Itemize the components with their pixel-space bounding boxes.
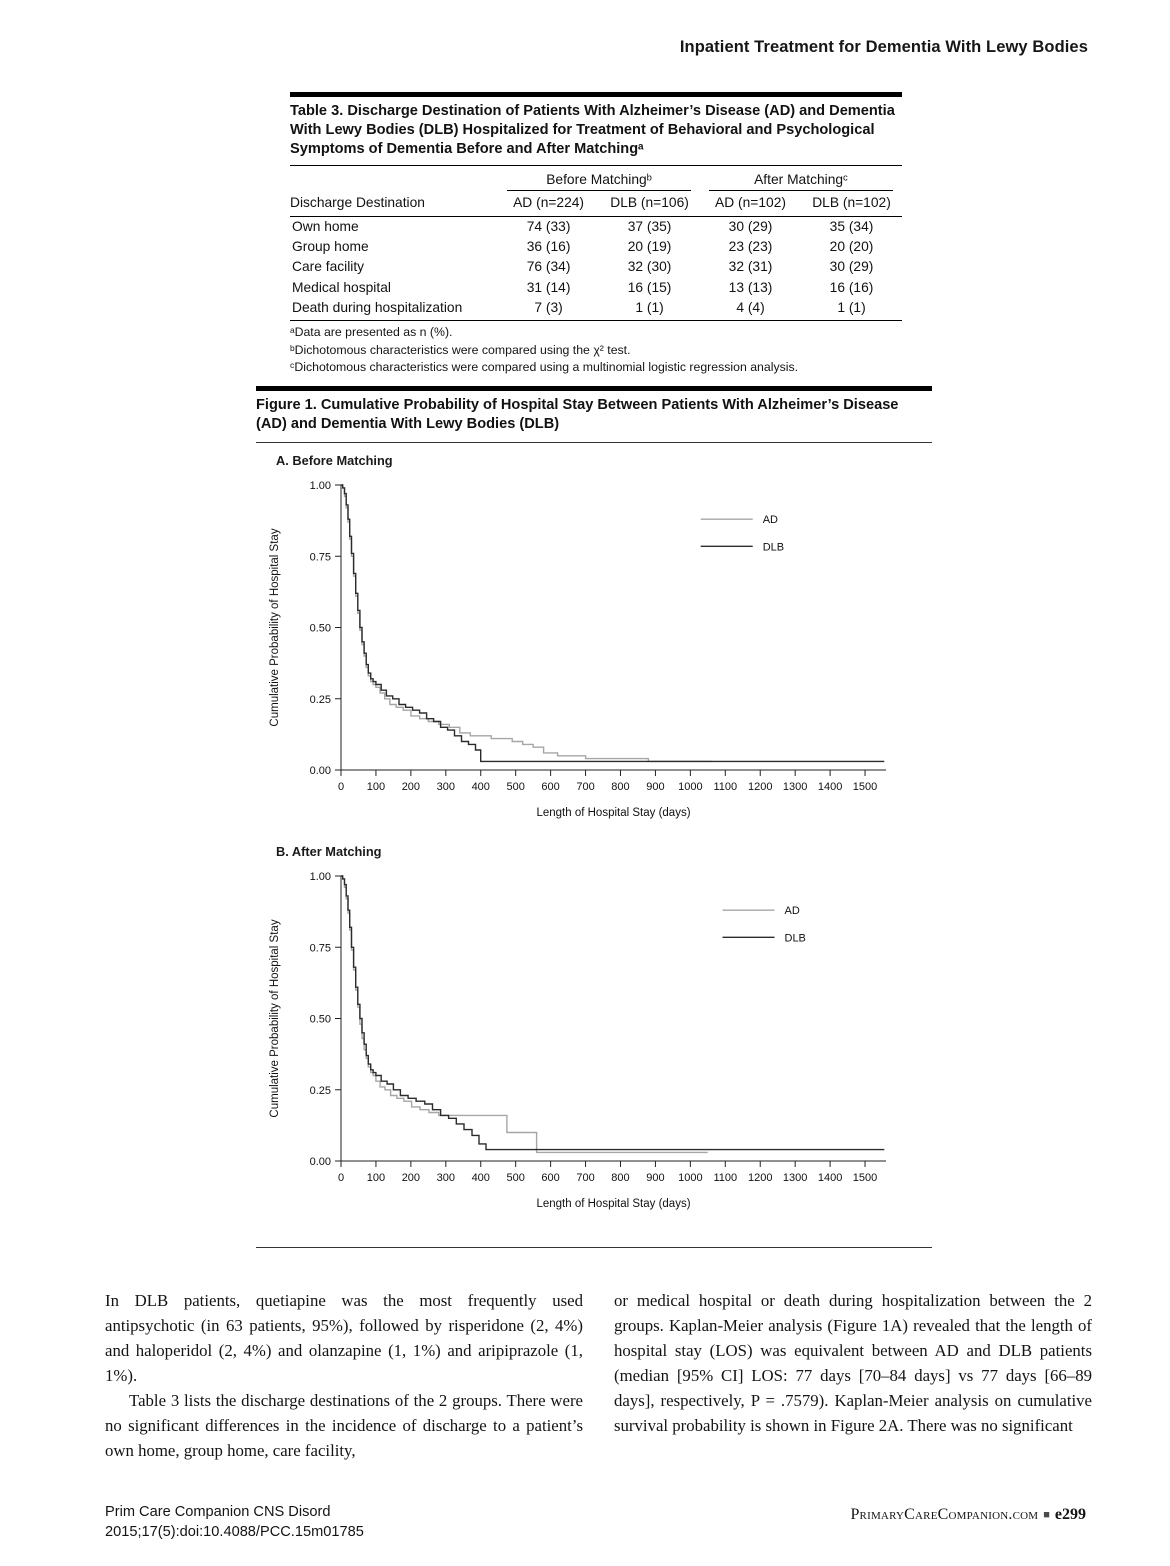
cell: 31 (14) — [526, 279, 571, 295]
group-header-before: Before Matchingᵇ — [498, 168, 700, 192]
x-tick-label: 1100 — [713, 780, 738, 793]
cell: 1 (1) — [801, 298, 902, 321]
footer-right — [850, 1506, 1086, 1524]
footnote-a: ᵃData are presented as n (%). — [290, 325, 453, 340]
col-header-ad-before: AD (n=224) — [498, 192, 599, 216]
cell: 4 (4) — [700, 298, 801, 321]
col-header-dlb-after: DLB (n=102) — [801, 192, 902, 216]
cell: 36 (16) — [526, 238, 571, 254]
table3-title: Table 3. Discharge Destination of Patients With Alzheimer’s Disease (AD) and Dementia With Lewy Bodies (DLB) Hospitalized for Treatment of Behavioral and Psychological Symptoms of Dementia Before and After Matchingᵃ — [290, 97, 902, 166]
x-tick-label: 100 — [366, 1171, 386, 1184]
x-tick-label: 200 — [401, 780, 421, 793]
legend-label-ad: AD — [762, 513, 778, 526]
panel-a-label: A. Before Matching — [276, 452, 393, 468]
table-row — [290, 257, 902, 277]
table3-block — [290, 92, 902, 377]
journal-citation — [105, 1502, 364, 1542]
cell: 30 (29) — [829, 259, 874, 275]
cell: 74 (33) — [526, 218, 571, 234]
cell: 76 (34) — [526, 259, 571, 275]
km-chart-after-matching — [256, 861, 916, 1221]
footnote-c: ᶜDichotomous characteristics were compared using a multinomial logistic regression analysis. — [290, 360, 799, 375]
cell: 37 (35) — [627, 218, 672, 234]
cell: 1 (1) — [599, 298, 700, 321]
paragraph: Table 3 lists the discharge destinations of the 2 groups. There were no significant differences in the incidence of discharge to a patient’s own home, group home, care facility, — [105, 1391, 583, 1460]
x-tick-label: 400 — [471, 1171, 490, 1184]
cell: 20 (20) — [829, 238, 874, 254]
y-axis-title: Cumulative Probability of Hospital Stay — [269, 918, 281, 1118]
x-tick-label: 1000 — [678, 780, 703, 793]
x-tick-label: 0 — [337, 1171, 345, 1184]
x-tick-label: 0 — [337, 780, 345, 793]
group-header-row — [290, 168, 902, 192]
x-tick-label: 1300 — [782, 1171, 808, 1184]
journal-name: Prim Care Companion CNS Disord — [105, 1504, 331, 1520]
group-header-spacer — [290, 168, 498, 192]
y-tick-label: 0.25 — [309, 1084, 331, 1097]
cell: 13 (13) — [728, 279, 773, 295]
series-line-dlb — [341, 876, 884, 1150]
x-tick-label: 500 — [506, 1171, 525, 1184]
x-tick-label: 1300 — [782, 780, 808, 793]
x-tick-label: 900 — [646, 780, 665, 793]
row-label: Medical hospital — [292, 279, 391, 295]
row-label: Care facility — [292, 259, 365, 275]
col-header-destination: Discharge Destination — [290, 192, 498, 216]
x-tick-label: 1500 — [852, 1171, 878, 1184]
running-head: Inpatient Treatment for Dementia With Lewy Bodies — [679, 38, 1088, 56]
x-tick-label: 300 — [436, 780, 455, 793]
journal-doi: 2015;17(5):doi:10.4088/PCC.15m01785 — [105, 1524, 364, 1541]
x-tick-label: 600 — [541, 780, 560, 793]
table3-footnotes — [290, 321, 902, 376]
x-tick-label: 100 — [366, 780, 386, 793]
cell: 16 (16) — [829, 279, 874, 295]
row-label: Death during hospitalization — [290, 298, 498, 321]
row-label: Group home — [292, 238, 369, 254]
table-row — [290, 216, 902, 237]
x-tick-label: 900 — [646, 1171, 665, 1184]
col-header-ad-after: AD (n=102) — [700, 192, 801, 216]
series-line-ad — [341, 876, 708, 1152]
km-chart-before-matching — [256, 470, 916, 830]
y-axis-title: Cumulative Probability of Hospital Stay — [269, 527, 281, 727]
group-header-after: After Matchingᶜ — [700, 168, 902, 192]
square-separator-icon: ■ — [1043, 1509, 1050, 1521]
page-number: e299 — [1054, 1506, 1086, 1523]
table-row — [290, 278, 902, 298]
x-tick-label: 600 — [541, 1171, 560, 1184]
y-tick-label: 0.25 — [309, 693, 331, 706]
panel-b-label: B. After Matching — [276, 843, 382, 859]
figure1-body — [256, 443, 932, 1248]
y-tick-label: 0.50 — [309, 622, 331, 634]
table3-grid — [290, 168, 902, 321]
cell: 35 (34) — [829, 218, 874, 234]
body-column-right — [614, 1288, 1092, 1438]
y-tick-label: 1.00 — [309, 870, 331, 883]
x-tick-label: 1200 — [747, 780, 773, 793]
y-tick-label: 0.75 — [309, 550, 331, 563]
y-tick-label: 0.00 — [309, 764, 331, 777]
legend-label-dlb: DLB — [784, 931, 806, 944]
x-tick-label: 700 — [576, 1171, 595, 1184]
x-tick-label: 500 — [506, 780, 525, 793]
cell: 23 (23) — [728, 238, 773, 254]
body-column-left — [105, 1288, 583, 1463]
journal-website: PrimaryCareCompanion.com — [850, 1506, 1039, 1523]
x-tick-label: 1400 — [817, 1171, 843, 1184]
table-row — [290, 237, 902, 257]
x-tick-label: 200 — [401, 1171, 421, 1184]
y-tick-label: 0.75 — [309, 941, 331, 954]
x-tick-label: 1100 — [713, 1171, 738, 1184]
x-tick-label: 400 — [471, 780, 490, 793]
x-tick-label: 800 — [611, 780, 630, 793]
cell: 32 (31) — [728, 259, 773, 275]
table-row — [290, 298, 902, 321]
cell: 16 (15) — [627, 279, 672, 295]
x-tick-label: 1200 — [747, 1171, 773, 1184]
x-tick-label: 800 — [611, 1171, 630, 1184]
legend-label-ad: AD — [784, 904, 800, 917]
x-axis-title: Length of Hospital Stay (days) — [536, 1197, 691, 1210]
figure1-title: Figure 1. Cumulative Probability of Hospital Stay Between Patients With Alzheimer’s Disease (AD) and Dementia With Lewy Bodies (DLB) — [256, 391, 932, 443]
footnote-b: ᵇDichotomous characteristics were compared using the χ² test. — [290, 342, 631, 357]
series-line-ad — [341, 485, 711, 761]
x-tick-label: 1400 — [817, 780, 843, 793]
cell: 32 (30) — [627, 259, 672, 275]
y-tick-label: 0.00 — [309, 1155, 331, 1168]
paragraph: In DLB patients, quetiapine was the most frequently used antipsychotic (in 63 patients, 95%), followed by risperidone (2, 4%) and haloperidol (2, 4%) and olanzapine (1, 1%) and aripiprazole (1, 1%). — [105, 1291, 583, 1385]
x-tick-label: 300 — [436, 1171, 455, 1184]
cell: 30 (29) — [728, 218, 773, 234]
x-axis-title: Length of Hospital Stay (days) — [536, 806, 691, 819]
y-tick-label: 1.00 — [309, 479, 331, 492]
col-header-dlb-before: DLB (n=106) — [599, 192, 700, 216]
row-label: Own home — [292, 218, 359, 234]
figure1-block — [256, 386, 932, 1248]
x-tick-label: 1000 — [678, 1171, 703, 1184]
x-tick-label: 700 — [576, 780, 595, 793]
legend-label-dlb: DLB — [762, 540, 785, 553]
column-header-row — [290, 192, 902, 216]
y-tick-label: 0.50 — [309, 1013, 331, 1025]
cell: 20 (19) — [627, 238, 672, 254]
paragraph: or medical hospital or death during hospitalization between the 2 groups. Kaplan-Meier analysis (Figure 1A) revealed that the length of hospital stay (LOS) was equivalent between AD and DLB patients (median [95% CI] LOS: 77 days [70–84 days] vs 77 days [66–89 days], respectively, P = .7579). Kaplan-Meier analysis on cumulative survival probability is shown in Figure 2A. There was no significant — [614, 1291, 1092, 1435]
x-tick-label: 1500 — [852, 780, 878, 793]
series-line-dlb — [341, 485, 884, 761]
cell: 7 (3) — [498, 298, 599, 321]
